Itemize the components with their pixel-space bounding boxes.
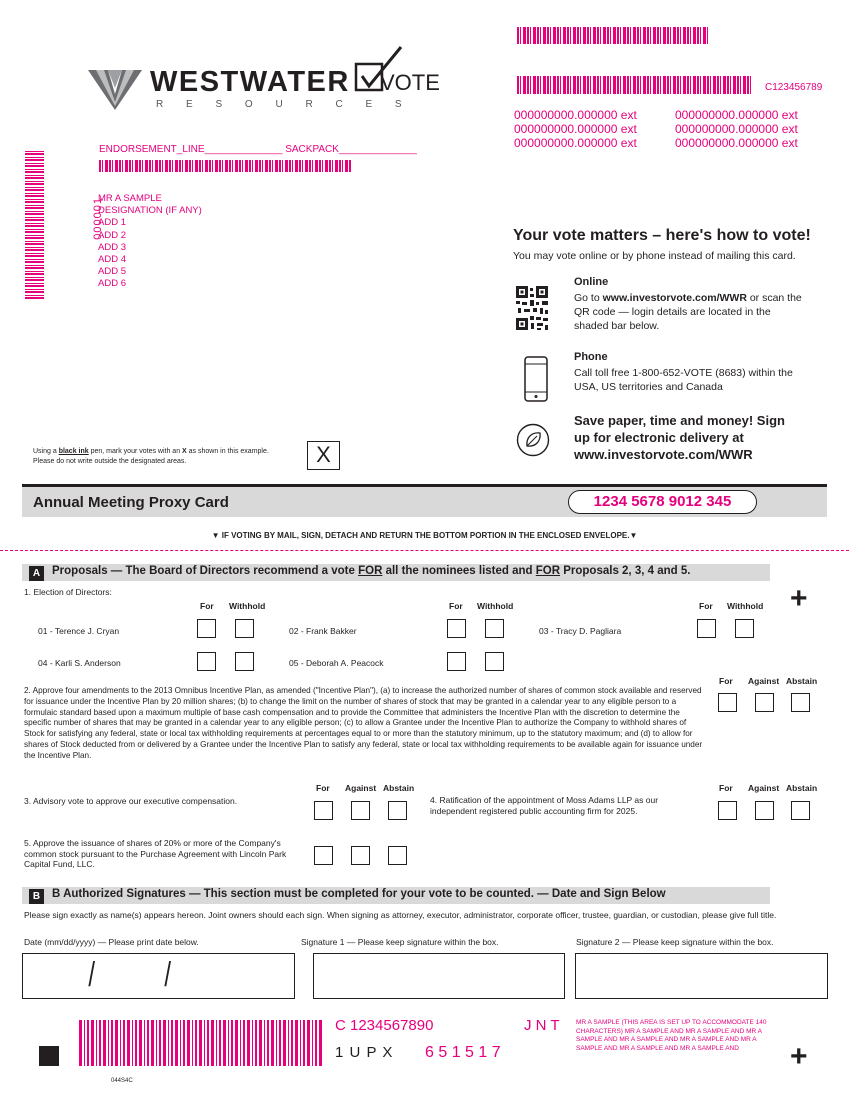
proposal-3-for-checkbox[interactable] — [314, 801, 333, 820]
nominee-05-for-checkbox[interactable] — [447, 652, 466, 671]
proposal-2-against-checkbox[interactable] — [755, 693, 774, 712]
date-slash-2: / — [164, 956, 172, 994]
proposal-3-against-checkbox[interactable] — [351, 801, 370, 820]
mailing-address: MR A SAMPLE DESIGNATION (IF ANY) ADD 1 ADD 2 ADD 3 ADD 4 ADD 5 ADD 6 — [98, 193, 202, 290]
phone-text: Call toll free 1-800-652-VOTE (8683) within the USA, US territories and Canada — [574, 367, 793, 393]
top-barcode — [517, 27, 708, 44]
proposal-4-for-checkbox[interactable] — [718, 801, 737, 820]
footer-code: C 1234567890 — [335, 1017, 434, 1034]
customer-code: C123456789 — [765, 82, 823, 93]
nominee-01-for-checkbox[interactable] — [197, 619, 216, 638]
proposal-2-text: 2. Approve four amendments to the 2013 Omnibus Incentive Plan, as amended ("Incentive Plan"), (a) to increase the authorized number of shares of common stock available and reserved for issuance under the Incentive Plan by 20 million shares; (b) to change the limit on the number of shares of stock that may be granted in a calendar year to any eligible person to a formulaic standard based upon a maximum multiple of base cash compensation and to provide the Committee that administers the Incentive Plan with the discretion to determine the specific number of shares that may be granted in a calendar year to any eligible person; (c) to allow a Grantee under the Incentive Plan to authorize the Company to withhold shares of Stock for satisfying any federal, state or local tax withholding requirements at percentages equal to or more than the statutory minimum, up to the statutory maximum; and (d) to allow for shares of Stock deducted from or delivered by a Grantee under the Incentive Plan to satisfy any federal, state or local tax withholding requirements to be available again for issuance under the Incentive Plan. — [24, 686, 703, 760]
proposal-4-text: 4. Ratification of the appointment of Moss Adams LLP as our independent registered public accounting firm for 2025. — [430, 795, 659, 816]
section-a-title: Proposals — The Board of Directors recommend a vote FOR all the nominees listed and FOR Proposals 2, 3, 4 and 5. — [52, 565, 691, 577]
registration-square — [39, 1046, 59, 1066]
plus-mark-bottom-icon: + — [790, 1040, 808, 1073]
proxy-card-title: Annual Meeting Proxy Card — [33, 494, 229, 511]
phone-title: Phone — [574, 351, 608, 363]
proposal-2-for-checkbox[interactable] — [718, 693, 737, 712]
online-text: Go to www.investorvote.com/WWR or scan the QR code — login details are located in the shaded bar below. — [574, 292, 802, 332]
plus-mark-icon: + — [790, 582, 808, 615]
signature-instructions: Please sign exactly as name(s) appears hereon. Joint owners should each sign. When signing as attorney, executor, administrator, corporate officer, trustee, guardian, or custodian, please give full title. — [24, 910, 777, 920]
endorsement-line: ENDORSEMENT_LINE______________ SACKPACK______________ — [99, 144, 417, 155]
control-number: 1234 5678 9012 345 — [568, 490, 757, 514]
form-code: 044S4C — [111, 1078, 133, 1084]
side-number: 000001 — [92, 197, 104, 240]
logo-subword: R E S O U R C E S — [156, 99, 412, 110]
phone-icon — [524, 356, 548, 402]
paperless-text: Save paper, time and money! Sign up for electronic delivery at www.investorvote.com/WWR — [574, 413, 785, 462]
proposal-5-text: 5. Approve the issuance of shares of 20% or more of the Company's common stock pursuant to the Purchase Agreement with Lincoln Park Capital Fund, LLC. — [24, 838, 287, 869]
mark-instructions: Using a black ink pen, mark your votes with an X as shown in this example. Please do not write outside the designated areas. — [33, 448, 269, 465]
footer-sample-text: MR A SAMPLE (THIS AREA IS SET UP TO ACCOMMODATE 140 CHARACTERS) MR A SAMPLE AND MR A SAMPLE AND MR A SAMPLE AND MR A SAMPLE AND MR A SAMPLE AND MR A SAMPLE AND MR A SAMPLE AND MR A SAMPLE AND — [576, 1019, 767, 1052]
signature-2-box[interactable] — [575, 953, 828, 999]
nominee-02-withhold-checkbox[interactable] — [485, 619, 504, 638]
footer-jnt: J N T — [524, 1017, 560, 1034]
signature-2-label: Signature 2 — Please keep signature within the box. — [576, 937, 774, 947]
nominee-02-for-checkbox[interactable] — [447, 619, 466, 638]
date-slash-1: / — [88, 956, 96, 994]
date-box[interactable] — [22, 953, 295, 999]
how-to-vote-subheading: You may vote online or by phone instead of mailing this card. — [513, 250, 796, 262]
section-a-letter: A — [29, 566, 44, 581]
logo-word: WESTWATER — [150, 66, 350, 98]
proposal-2-abstain-checkbox[interactable] — [791, 693, 810, 712]
nominee-04-withhold-checkbox[interactable] — [235, 652, 254, 671]
nominee-01: 01 - Terence J. Cryan — [38, 626, 120, 636]
second-barcode — [517, 76, 751, 94]
qr-code-icon — [516, 286, 548, 330]
westwater-mark-icon — [86, 66, 144, 112]
section-b-title: B Authorized Signatures — This section must be completed for your vote to be counted. — Date and Sign Below — [52, 888, 666, 900]
footer-barcode — [79, 1020, 323, 1066]
how-to-vote-heading: Your vote matters – here's how to vote! — [513, 227, 811, 244]
nominee-04: 04 - Karli S. Anderson — [38, 658, 121, 668]
detach-instruction: ▼ IF VOTING BY MAIL, SIGN, DETACH AND RETURN THE BOTTOM PORTION IN THE ENCLOSED ENVELOPE.▼ — [211, 531, 638, 540]
postal-barcode — [99, 160, 351, 172]
proposal-5-against-checkbox[interactable] — [351, 846, 370, 865]
nominee-05-withhold-checkbox[interactable] — [485, 652, 504, 671]
vote-logo — [354, 46, 444, 96]
nominee-03: 03 - Tracy D. Pagliara — [539, 626, 622, 636]
proposal-4-against-checkbox[interactable] — [755, 801, 774, 820]
example-box: X — [307, 441, 340, 470]
vote-word: VOTE — [380, 70, 440, 95]
nominee-04-for-checkbox[interactable] — [197, 652, 216, 671]
election-label: 1. Election of Directors: — [24, 587, 112, 597]
nominee-05: 05 - Deborah A. Peacock — [289, 658, 384, 668]
side-barcode — [25, 151, 44, 299]
nominee-02: 02 - Frank Bakker — [289, 626, 357, 636]
proposal-5-abstain-checkbox[interactable] — [388, 846, 407, 865]
date-label: Date (mm/dd/yyyy) — Please print date below. — [24, 937, 199, 947]
signature-1-label: Signature 1 — Please keep signature within the box. — [301, 937, 499, 947]
nominee-03-for-checkbox[interactable] — [697, 619, 716, 638]
signature-1-box[interactable] — [313, 953, 565, 999]
nominee-03-withhold-checkbox[interactable] — [735, 619, 754, 638]
proposal-3-text: 3. Advisory vote to approve our executive compensation. — [24, 796, 238, 806]
proposal-4-abstain-checkbox[interactable] — [791, 801, 810, 820]
section-b-letter: B — [29, 889, 44, 904]
footer-number: 6 5 1 5 1 7 — [425, 1044, 501, 1061]
proposal-3-abstain-checkbox[interactable] — [388, 801, 407, 820]
proposal-5-for-checkbox[interactable] — [314, 846, 333, 865]
footer-upx: 1 U P X — [335, 1044, 394, 1061]
online-title: Online — [574, 276, 609, 288]
online-url[interactable]: www.investorvote.com/WWR — [602, 292, 747, 304]
leaf-icon — [516, 423, 550, 457]
nominee-01-withhold-checkbox[interactable] — [235, 619, 254, 638]
detach-line[interactable] — [0, 550, 849, 551]
